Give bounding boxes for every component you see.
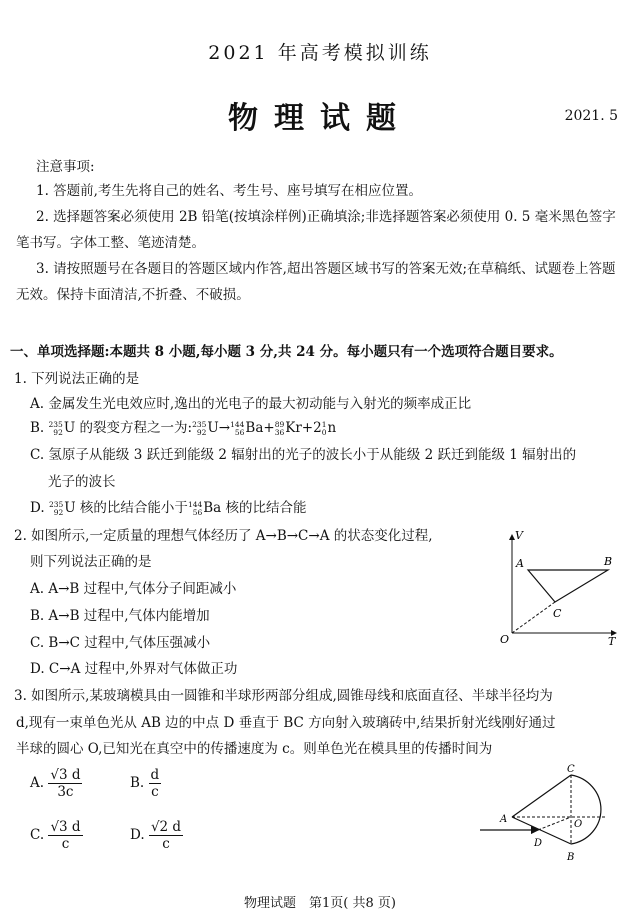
notes-heading: 注意事项:	[36, 159, 95, 175]
q3-line3: 半球的圆心 O,已知光在真空中的传播速度为 c。则单色光在模具里的传播时间为	[16, 741, 493, 757]
q1-option-b: B. 235 92 U 的裂变方程之一为: 235 92 U→ 144 56 Ba+ 89 36 Kr+2 1 0 n	[30, 419, 337, 437]
page-footer: 物理试题 第1页( 共8 页)	[244, 896, 396, 911]
note-item-2: 2. 选择题答案必须使用 2B 铅笔(按填涂样例)正确填涂;非选择题答案必须使用 0. 5 毫米黑色签字笔书写。字体工整、笔迹清楚。	[16, 209, 616, 251]
point-c-label: C	[567, 764, 575, 775]
point-b-label: B	[604, 555, 613, 568]
q2-option-a: A. A→B 过程中,气体分子间距减小	[30, 581, 237, 597]
q2-option-c: C. B→C 过程中,气体压强减小	[30, 635, 211, 651]
t-axis-label: T	[608, 635, 616, 648]
state-cycle-triangle	[528, 570, 608, 602]
q2-option-b: B. A→B 过程中,气体内能增加	[30, 608, 210, 624]
exam-subject-title: 物理试题	[228, 101, 412, 136]
isotope-n: 1 0	[321, 419, 327, 437]
point-b-label: B	[567, 852, 575, 863]
note-item-3: 3. 请按照题号在各题目的答题区域内作答,超出答题区域书写的答案无效;在草稿纸、试题卷上答题无效。保持卡面清洁,不折叠、不破损。	[16, 261, 616, 303]
q3-option-d: D. $\frac{√2 d}{c}$	[130, 819, 182, 852]
q1-stem: 1. 下列说法正确的是	[14, 371, 140, 387]
v-axis-label: V	[515, 529, 523, 542]
point-o-label: O	[574, 819, 583, 830]
dashed-origin-line	[512, 602, 555, 633]
note-item-1: 1. 答题前,考生先将自己的姓名、考生号、座号填写在相应位置。	[36, 183, 422, 199]
q3-mold-diagram	[478, 762, 628, 872]
point-d-label: D	[534, 838, 543, 849]
origin-label: O	[500, 633, 510, 646]
q1-option-c-line1: C. 氢原子从能级 3 跃迁到能级 2 辐射出的光子的波长小于从能级 2 跃迁到能级 1 辐射出的	[30, 447, 577, 463]
exam-series-title: 2021 年高考模拟训练	[208, 42, 432, 64]
q2-stem-line1: 2. 如图所示,一定质量的理想气体经历了 A→B→C→A 的状态变化过程,	[14, 528, 433, 544]
q2-stem-line2: 则下列说法正确的是	[30, 554, 152, 570]
q1-option-d: D. 235 92 U 核的比结合能小于 144 56 Ba 核的比结合能	[30, 499, 307, 517]
isotope-kr: 89 36	[274, 419, 285, 437]
q2-vt-diagram	[490, 525, 625, 650]
q3-option-c: C. $\frac{√3 d}{c}$	[30, 819, 81, 852]
q2-option-d: D. C→A 过程中,外界对气体做正功	[30, 661, 238, 677]
exam-date: 2021. 5	[564, 108, 618, 124]
section-heading: 一、单项选择题:本题共 8 小题,每小题 3 分,共 24 分。每小题只有一个选项符合题目要求。	[10, 344, 563, 360]
isotope-u: 235 92	[48, 419, 63, 437]
isotope-ba: 144 56	[230, 419, 245, 437]
q1-option-c-line2: 光子的波长	[48, 474, 116, 490]
cone-side-ac	[512, 775, 571, 817]
q3-line1: 3. 如图所示,某玻璃模具由一圆锥和半球形两部分组成,圆锥母线和底面直径、半球半径均为	[14, 688, 553, 704]
point-a-label: A	[516, 557, 524, 570]
hemisphere-arc	[571, 775, 601, 844]
q1-option-a: A. 金属发生光电效应时,逸出的光电子的最大初动能与入射光的频率成正比	[30, 396, 472, 412]
q3-line2: d,现有一束单色光从 AB 边的中点 D 垂直于 BC 方向射入玻璃砖中,结果折射光线刚好通过	[16, 715, 556, 731]
q3-option-a: A. $\frac{√3 d}{3c}$	[30, 767, 81, 800]
refracted-ray	[538, 817, 571, 830]
q3-option-b: B. $\frac{d}{c}$	[130, 767, 160, 800]
point-c-label: C	[553, 607, 562, 620]
point-a-label: A	[500, 814, 508, 825]
